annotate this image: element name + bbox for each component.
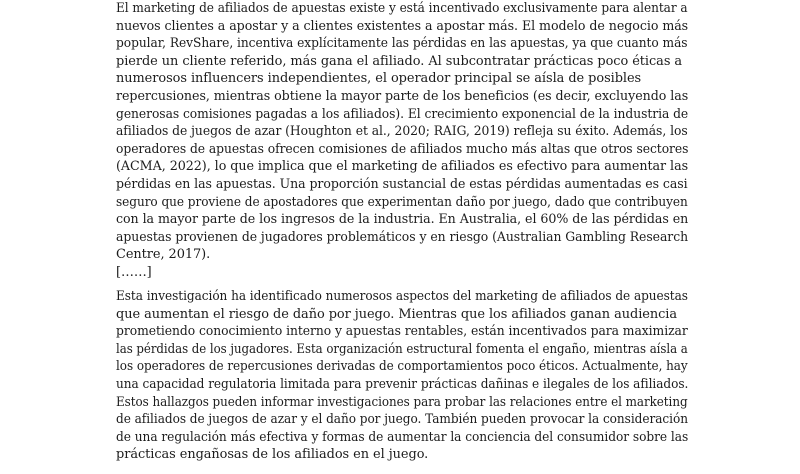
text-line: una capacidad regulatoria limitada para prevenir prácticas dañinas e ilegales de los afiliados. (116, 376, 688, 392)
text-line: nuevos clientes a apostar y a clientes existentes a apostar más. El modelo de negocio más (116, 18, 688, 34)
text-line: prometiendo conocimiento interno y apuestas rentables, están incentivados para maximizar (116, 324, 688, 340)
text-line: de afiliados de juegos de azar y el daño por juego. También pueden provocar la consideración (116, 412, 688, 428)
text-line: numerosos influencers independientes, el operador principal se aísla de posibles (116, 71, 642, 87)
text-line: de una regulación más efectiva y formas de aumentar la conciencia del consumidor sobre las (116, 429, 688, 445)
text-line: prácticas engañosas de los afiliados en el juego. (116, 447, 429, 463)
text-line: Estos hallazgos pueden informar investigaciones para probar las relaciones entre el marketing (116, 394, 688, 410)
text-line: El marketing de afiliados de apuestas existe y está incentivado exclusivamente para alentar a (116, 1, 688, 16)
text-line: generosas comisiones pagadas a los afiliados). El crecimiento exponencial de la industria de (116, 106, 688, 122)
paragraph-2 (116, 288, 688, 464)
text-line: pérdidas en las apuestas. Una proporción sustancial de estas pérdidas aumentadas es casi (116, 176, 688, 192)
document-page (116, 0, 688, 474)
ellipsis-marker: [……] (116, 264, 152, 280)
text-line: afiliados de juegos de azar (Houghton et al., 2020; RAIG, 2019) refleja su éxito. Además, los (116, 124, 688, 140)
text-line: las pérdidas de los jugadores. Esta organización estructural fomenta el engaño, mientras aísla a (116, 341, 688, 357)
paragraph-1 (116, 0, 688, 282)
text-line: operadores de apuestas ofrecen comisiones de afiliados mucho más altas que otros sectores (116, 141, 688, 157)
text-line: Esta investigación ha identificado numerosos aspectos del marketing de afiliados de apuestas (116, 289, 688, 304)
text-line: pierde un cliente referido, más gana el afiliado. Al subcontratar prácticas poco éticas a (116, 53, 683, 69)
text-line: con la mayor parte de los ingresos de la industria. En Australia, el 60% de las pérdidas en (116, 212, 688, 228)
text-line: apuestas provienen de jugadores problemáticos y en riesgo (Australian Gambling Research (116, 229, 688, 245)
text-line: popular, RevShare, incentiva explícitamente las pérdidas en las apuestas, ya que cuanto más (116, 36, 688, 52)
text-line: (ACMA, 2022), lo que implica que el marketing de afiliados es efectivo para aumentar las (116, 159, 688, 175)
text-line: que aumentan el riesgo de daño por juego. Mientras que los afiliados ganan audiencia (116, 306, 677, 322)
text-line: seguro que proviene de apostadores que experimentan daño por juego, dado que contribuyen (116, 194, 688, 210)
text-line: repercusiones, mientras obtiene la mayor parte de los beneficios (es decir, excluyendo las (116, 88, 688, 104)
text-line: Centre, 2017). (116, 247, 211, 263)
text-line: los operadores de repercusiones derivadas de comportamientos poco éticos. Actualmente, hay (116, 359, 688, 375)
